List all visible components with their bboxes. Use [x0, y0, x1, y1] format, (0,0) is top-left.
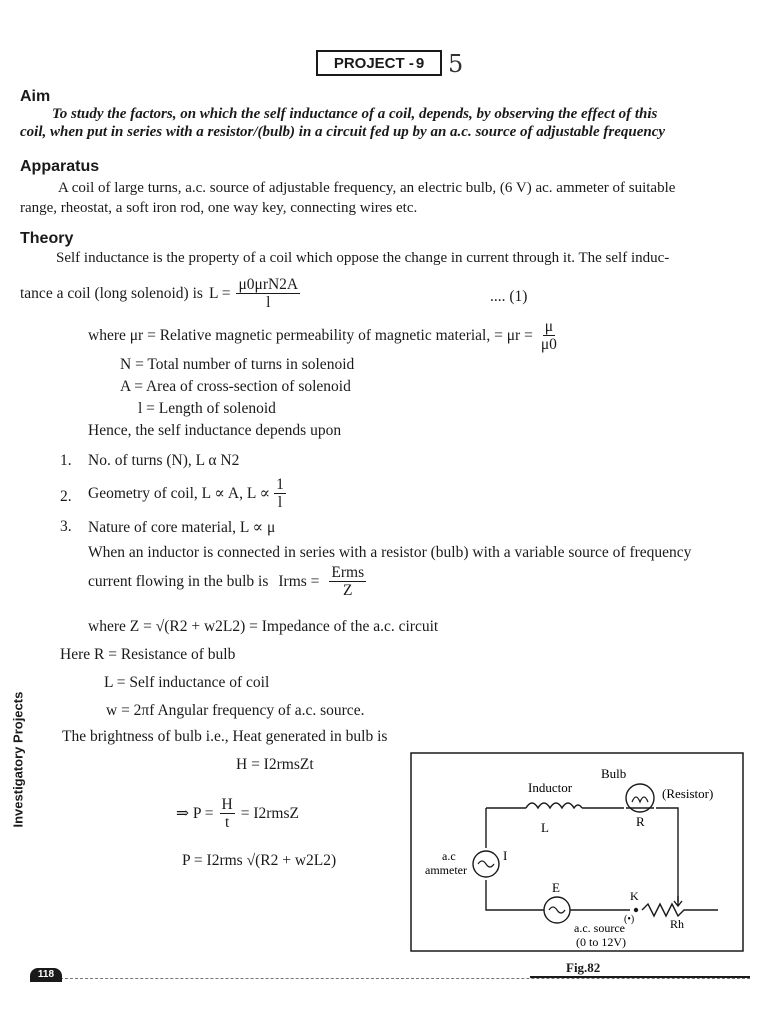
eq-P1-suffix: = I2rmsZ	[240, 804, 299, 822]
apparatus-heading: Apparatus	[20, 158, 100, 175]
equation-P1-row	[176, 796, 299, 831]
project-label: PROJECT -	[333, 54, 414, 72]
aim-line-2: coil, when put in series with a resistor/(bulb) in a circuit fed up by an a.c. source of adjustable frequency	[20, 124, 666, 140]
brightness-text: The brightness of bulb i.e., Heat generated in bulb is	[62, 728, 388, 745]
mu-definition-row	[88, 318, 559, 353]
project-number: 9	[415, 54, 425, 72]
label-source-2: (0 to 12V)	[576, 935, 626, 949]
inductor-coil	[526, 803, 582, 808]
irms-lhs: Irms =	[278, 572, 320, 590]
theory-heading: Theory	[20, 230, 74, 247]
series-text: When an inductor is connected in series with a resistor (bulb) with a variable source of frequency	[88, 544, 692, 561]
label-key-symbol: (•)	[624, 914, 635, 925]
label-source-1: a.c. source	[574, 921, 625, 935]
item-1-number: 1.	[60, 452, 72, 469]
label-ac: a.c	[442, 849, 456, 863]
current-text: current flowing in the bulb is	[88, 572, 269, 590]
footer-dashed-rule	[60, 978, 750, 979]
mu-numerator: μ	[544, 318, 554, 335]
theory-line-1: Self inductance is the property of a coil which oppose the change in current through it. The self induc-	[56, 250, 670, 266]
rheostat-arrow	[674, 896, 682, 906]
label-I: I	[503, 848, 508, 863]
def-A: A = Area of cross-section of solenoid	[120, 378, 351, 395]
apparatus-line-1: A coil of large turns, a.c. source of adjustable frequency, an electric bulb, (6 V) ac. ammeter of suitable	[58, 180, 676, 196]
equation-H: H = I2rmsZt	[236, 756, 314, 773]
def-l: l = Length of solenoid	[138, 400, 276, 417]
irms-numerator: Erms	[331, 564, 365, 581]
apparatus-line-2: range, rheostat, a soft iron rod, one way key, connecting wires etc.	[20, 200, 418, 216]
label-K: K	[630, 889, 639, 903]
mu-fraction	[539, 318, 559, 353]
handwritten-number: 5	[448, 50, 464, 78]
label-bulb: Bulb	[601, 766, 627, 781]
hence-text: Hence, the self inductance depends upon	[88, 422, 342, 439]
eq1-denominator: l	[266, 294, 271, 312]
def-L: L = Self inductance of coil	[104, 674, 270, 691]
project-title-box	[316, 50, 442, 76]
aim-line-1: To study the factors, on which the self inductance of a coil, depends, by observing the effect of this	[52, 106, 658, 122]
eq-P1-fraction	[220, 796, 235, 831]
equation-1-row	[20, 276, 300, 311]
page-number: 118	[30, 968, 62, 982]
item-2-text: Geometry of coil, L ∝ A, L ∝	[88, 485, 271, 503]
eq1-numerator: μ0μrN2A	[238, 276, 299, 293]
irms-denominator: Z	[343, 582, 353, 600]
item-2-row	[88, 476, 286, 511]
circuit-diagram	[410, 752, 744, 952]
eq-P1-denominator: t	[224, 814, 230, 832]
figure-caption: Fig.82	[566, 960, 601, 975]
eq-P1-numerator: H	[221, 796, 233, 813]
item-1-text: No. of turns (N), L α N2	[88, 452, 240, 469]
def-R: Here R = Resistance of bulb	[60, 646, 236, 663]
item-2-fraction	[274, 476, 286, 511]
def-w: w = 2πf Angular frequency of a.c. source.	[106, 702, 365, 719]
label-Rh: Rh	[670, 917, 685, 931]
impedance-text: where Z = √(R2 + w2L2) = Impedance of the a.c. circuit	[88, 618, 439, 635]
def-N: N = Total number of turns in solenoid	[120, 356, 355, 373]
side-section-label: Investigatory Projects	[10, 691, 26, 828]
label-E: E	[552, 880, 560, 895]
equation-P2: P = I2rms √(R2 + w2L2)	[182, 852, 337, 869]
top-wire	[486, 808, 678, 902]
irms-row	[88, 564, 366, 599]
label-ammeter: ammeter	[425, 863, 467, 877]
mu-denominator: μ0	[540, 336, 557, 354]
item-3-text: Nature of core material, L ∝ μ	[88, 519, 276, 536]
bulb-filament	[632, 797, 648, 802]
key-dot	[634, 908, 638, 912]
aim-heading: Aim	[20, 88, 51, 105]
item-2-numerator: 1	[276, 476, 284, 493]
item-2-denominator: l	[277, 494, 283, 512]
mu-definition: where μr = Relative magnetic permeability of magnetic material, = μr =	[88, 326, 533, 344]
label-resistor: (Resistor)	[662, 786, 714, 801]
irms-fraction	[329, 564, 366, 599]
theory-line-2-prefix: tance a coil (long solenoid) is	[20, 284, 203, 302]
eq1-lhs: L =	[208, 284, 231, 302]
footer-solid-rule	[530, 976, 750, 978]
label-inductor: Inductor	[528, 780, 573, 795]
item-2-number: 2.	[60, 488, 72, 505]
eq1-fraction	[236, 276, 300, 311]
label-R: R	[636, 814, 645, 829]
rheostat-zigzag	[642, 904, 718, 916]
item-3-number: 3.	[60, 518, 72, 535]
label-L: L	[541, 820, 549, 835]
eq-P1-prefix: ⇒ P =	[176, 805, 214, 823]
eq1-tag: .... (1)	[490, 288, 528, 305]
